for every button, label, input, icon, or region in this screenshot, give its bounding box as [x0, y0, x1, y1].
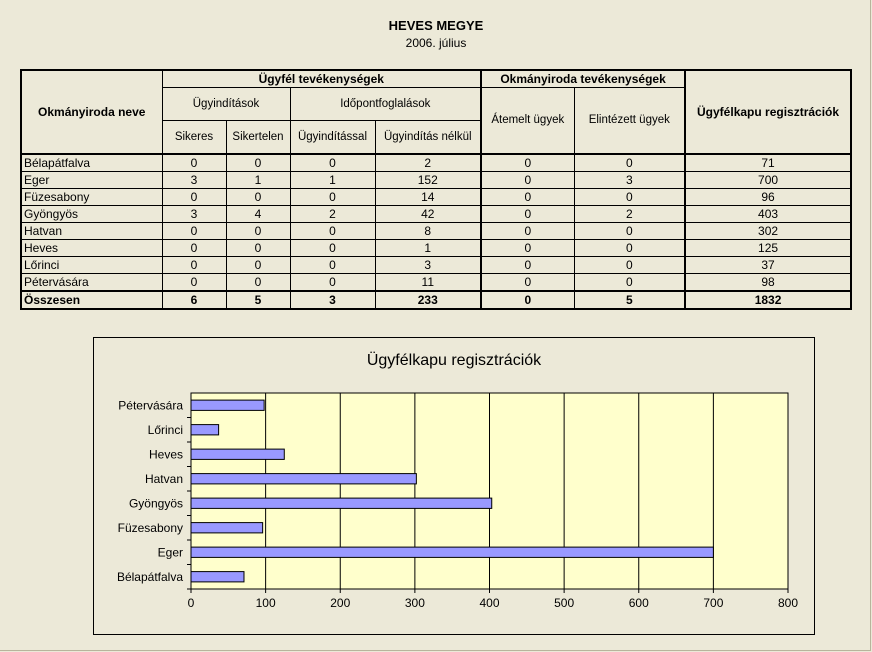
value-cell: 0: [481, 223, 574, 240]
value-cell: 3: [290, 291, 375, 309]
bar-chart: [94, 338, 814, 634]
col-header-successful: Sikeres: [162, 120, 226, 154]
value-cell: 0: [574, 189, 685, 206]
value-cell: 0: [481, 291, 574, 309]
x-tick-label: 100: [255, 596, 276, 610]
value-cell: 0: [574, 257, 685, 274]
x-tick-label: 200: [330, 596, 351, 610]
office-name-cell: Hatvan: [21, 223, 162, 240]
office-name-cell: Lőrinci: [21, 257, 162, 274]
col-header-without-case: Ügyindítás nélkül: [375, 120, 481, 154]
value-cell: 0: [481, 189, 574, 206]
value-cell: 0: [226, 189, 290, 206]
value-cell: 4: [226, 206, 290, 223]
value-cell: 0: [226, 240, 290, 257]
chart-title: Ügyfélkapu regisztrációk: [366, 352, 542, 369]
x-tick-label: 0: [187, 596, 195, 610]
value-cell: 96: [685, 189, 851, 206]
y-tick-label: Eger: [157, 545, 183, 560]
office-name-cell: Gyöngyös: [21, 206, 162, 223]
value-cell: 0: [481, 154, 574, 172]
value-cell: 0: [481, 206, 574, 223]
value-cell: 0: [162, 257, 226, 274]
value-cell: 0: [574, 274, 685, 292]
value-cell: 2: [290, 206, 375, 223]
bar-eger: [191, 547, 713, 557]
office-name-cell: Heves: [21, 240, 162, 257]
value-cell: 0: [226, 257, 290, 274]
y-tick-label: Gyöngyös: [128, 496, 183, 511]
value-cell: 0: [290, 223, 375, 240]
value-cell: 8: [375, 223, 481, 240]
sub-header-case-starts: Ügyindítások: [162, 87, 290, 120]
value-cell: 3: [375, 257, 481, 274]
bar-lőrinci: [191, 425, 219, 435]
value-cell: 0: [481, 257, 574, 274]
value-cell: 0: [226, 274, 290, 292]
col-header-client-gate: Ügyfélkapu regisztrációk: [685, 70, 851, 154]
x-tick-label: 700: [703, 596, 724, 610]
table-row: [21, 223, 851, 240]
value-cell: 1: [375, 240, 481, 257]
value-cell: 42: [375, 206, 481, 223]
value-cell: 5: [226, 291, 290, 309]
office-name-cell: Bélapátfalva: [21, 154, 162, 172]
table-row: [21, 257, 851, 274]
bar-heves: [191, 449, 284, 459]
table-row: [21, 240, 851, 257]
y-tick-label: Hatvan: [144, 471, 183, 486]
col-header-with-case: Ügyindítással: [290, 120, 375, 154]
value-cell: 152: [375, 172, 481, 189]
page-title: HEVES MEGYE: [388, 18, 484, 33]
value-cell: 302: [685, 223, 851, 240]
value-cell: 0: [481, 240, 574, 257]
value-cell: 0: [162, 154, 226, 172]
office-name-cell: Eger: [21, 172, 162, 189]
value-cell: 0: [574, 154, 685, 172]
value-cell: 1832: [685, 291, 851, 309]
x-tick-label: 800: [777, 596, 799, 610]
chart-container: [93, 337, 815, 635]
value-cell: 71: [685, 154, 851, 172]
value-cell: 0: [162, 240, 226, 257]
value-cell: 700: [685, 172, 851, 189]
group-header-client-activities: Ügyfél tevékenységek: [162, 70, 481, 87]
value-cell: 0: [162, 223, 226, 240]
office-name-cell: Összesen: [21, 291, 162, 309]
value-cell: 0: [481, 172, 574, 189]
value-cell: 0: [290, 274, 375, 292]
value-cell: 3: [574, 172, 685, 189]
value-cell: 0: [162, 189, 226, 206]
page-subtitle: 2006. július: [405, 36, 467, 50]
value-cell: 0: [574, 240, 685, 257]
value-cell: 2: [375, 154, 481, 172]
col-header-office-name: Okmányiroda neve: [21, 70, 162, 154]
table-row: [21, 189, 851, 206]
col-header-transferred: Átemelt ügyek: [481, 87, 574, 154]
value-cell: 14: [375, 189, 481, 206]
table-row: [21, 274, 851, 292]
group-header-office-activities: Okmányiroda tevékenységek: [481, 70, 685, 87]
x-tick-label: 300: [404, 596, 425, 610]
table-row: [21, 154, 851, 172]
bar-füzesabony: [191, 523, 263, 533]
value-cell: 0: [162, 274, 226, 292]
office-name-cell: Füzesabony: [21, 189, 162, 206]
x-tick-label: 400: [479, 596, 500, 610]
value-cell: 2: [574, 206, 685, 223]
value-cell: 0: [290, 189, 375, 206]
y-tick-label: Bélapátfalva: [116, 569, 183, 584]
y-tick-label: Lőrinci: [147, 422, 183, 437]
value-cell: 0: [290, 257, 375, 274]
sub-header-appointments: Időpontfoglalások: [290, 87, 481, 120]
bar-gyöngyös: [191, 498, 492, 508]
value-cell: 3: [162, 172, 226, 189]
value-cell: 3: [162, 206, 226, 223]
value-cell: 125: [685, 240, 851, 257]
col-header-unsuccessful: Sikertelen: [226, 120, 290, 154]
statistics-table: [20, 69, 852, 310]
value-cell: 11: [375, 274, 481, 292]
value-cell: 6: [162, 291, 226, 309]
x-tick-label: 500: [554, 596, 575, 610]
y-tick-label: Füzesabony: [117, 520, 183, 535]
value-cell: 0: [481, 274, 574, 292]
office-name-cell: Pétervására: [21, 274, 162, 292]
bar-hatvan: [191, 474, 416, 484]
value-cell: 0: [290, 154, 375, 172]
table-row: [21, 172, 851, 189]
y-tick-label: Pétervására: [118, 398, 183, 413]
value-cell: 403: [685, 206, 851, 223]
value-cell: 0: [226, 154, 290, 172]
y-tick-label: Heves: [148, 447, 183, 462]
value-cell: 5: [574, 291, 685, 309]
value-cell: 0: [226, 223, 290, 240]
x-tick-label: 600: [628, 596, 649, 610]
bar-bélapátfalva: [191, 572, 244, 582]
value-cell: 37: [685, 257, 851, 274]
col-header-completed: Elintézett ügyek: [574, 87, 685, 154]
value-cell: 1: [290, 172, 375, 189]
total-row: [21, 291, 851, 309]
bar-pétervására: [191, 400, 264, 410]
value-cell: 0: [574, 223, 685, 240]
value-cell: 1: [226, 172, 290, 189]
table-row: [21, 206, 851, 223]
value-cell: 233: [375, 291, 481, 309]
value-cell: 98: [685, 274, 851, 292]
value-cell: 0: [290, 240, 375, 257]
